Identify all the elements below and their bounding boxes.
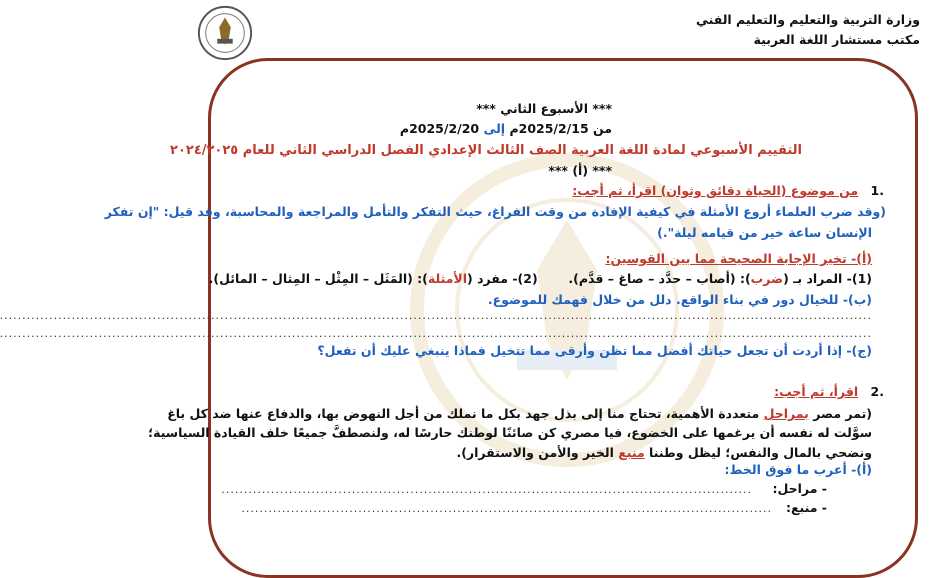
question-2-number: .2	[870, 384, 884, 399]
parse-item-1: - مراحل:	[772, 481, 827, 496]
week-title: *** الأسبوع الثاني ***	[476, 101, 612, 116]
date-to: 2025/2/20م	[399, 121, 480, 136]
question-1-number: .1	[870, 183, 884, 198]
passage-2-line-1: (تمر مصر بمراحل متعددة الأهمية، تحتاج منا إلى بذل جهد بكل ما نملك من أجل النهوض بها، والدفاع عنها ضد كل باغ	[167, 406, 872, 421]
question-1-heading	[572, 183, 884, 198]
date-prefix: من	[593, 121, 612, 136]
answer-line-1: ..................................................................................................................................................................................................	[0, 309, 872, 322]
passage-1-line-2: الإنسان ساعة خير من قيامه ليلة".)	[657, 225, 872, 240]
sub-question-a-heading: (أ)- تخير الإجابة الصحيحة مما بين القوسين:	[605, 251, 872, 266]
date-from: 2025/2/15م	[509, 121, 589, 136]
sub-question-b: (ب)- للخيال دور في بناء الواقع. دلل من خلال فهمك للموضوع.	[487, 292, 872, 307]
sub-question-a-items	[209, 271, 872, 286]
office-name: مكتب مستشار اللغة العربية	[753, 32, 920, 47]
parse-answer-line-1: ......................................................................................................................	[221, 483, 752, 496]
parse-heading: (أ)- أعرب ما فوق الخط:	[724, 462, 872, 477]
part-label: *** (أ) ***	[548, 163, 612, 178]
date-to-word: إلى	[483, 121, 506, 136]
passage-2-line-3: ونضحي بالمال والنفس؛ ليظل وطننا منبع الخير والأمن والاستقرار).	[456, 445, 872, 460]
item-1: (1)- المراد بـ (ضرب): (أصاب – حدَّد – صاغ – قدَّم).	[568, 271, 872, 286]
item-2: (2)- مفرد (الأمثلة): (المَثَل – المِثْل – المِثال – المائل).	[208, 271, 538, 286]
parse-answer-line-2: ......................................................................................................................	[241, 502, 772, 515]
date-range	[400, 121, 612, 136]
question-1-prompt: من موضوع (الحياة دقائق وثوان) اقرأ، ثم أجب:	[572, 183, 859, 198]
answer-line-2: ..................................................................................................................................................................................................	[0, 327, 872, 340]
parse-item-2: - منبع:	[785, 500, 827, 515]
assessment-title: التقييم الأسبوعي لمادة اللغة العربية الصف الثالث الإعدادي الفصل الدراسي الثاني للعام ٢٠٢٤/٢٠٢٥	[170, 143, 802, 158]
question-2-prompt: اقرأ، ثم أجب:	[774, 384, 859, 399]
passage-1-line-1: (وقد ضرب العلماء أروع الأمثلة في كيفية الإفادة من وقت الفراغ، حيث التفكر والتأمل والمراجعة والمحاسبة، وقد قيل: "إن تفكر	[104, 204, 886, 219]
passage-2-line-2: سوَّلت له نفسه أن يرغمها على الخضوع، فيا مصري كن صائنًا لوطنك حارسًا له، ولنصطفَّ جميعًا خلف القيادة السياسية؛	[148, 425, 872, 440]
ministry-name: وزارة التربية والتعليم والتعليم الفني	[695, 12, 920, 27]
sub-question-j: (ج)- إذا أردت أن تجعل حياتك أفضل مما تظن وأرقى مما تتخيل فماذا ينبغي عليك أن تفعل؟	[317, 343, 872, 358]
ministry-seal-logo	[196, 4, 254, 62]
question-2-heading	[774, 384, 884, 399]
